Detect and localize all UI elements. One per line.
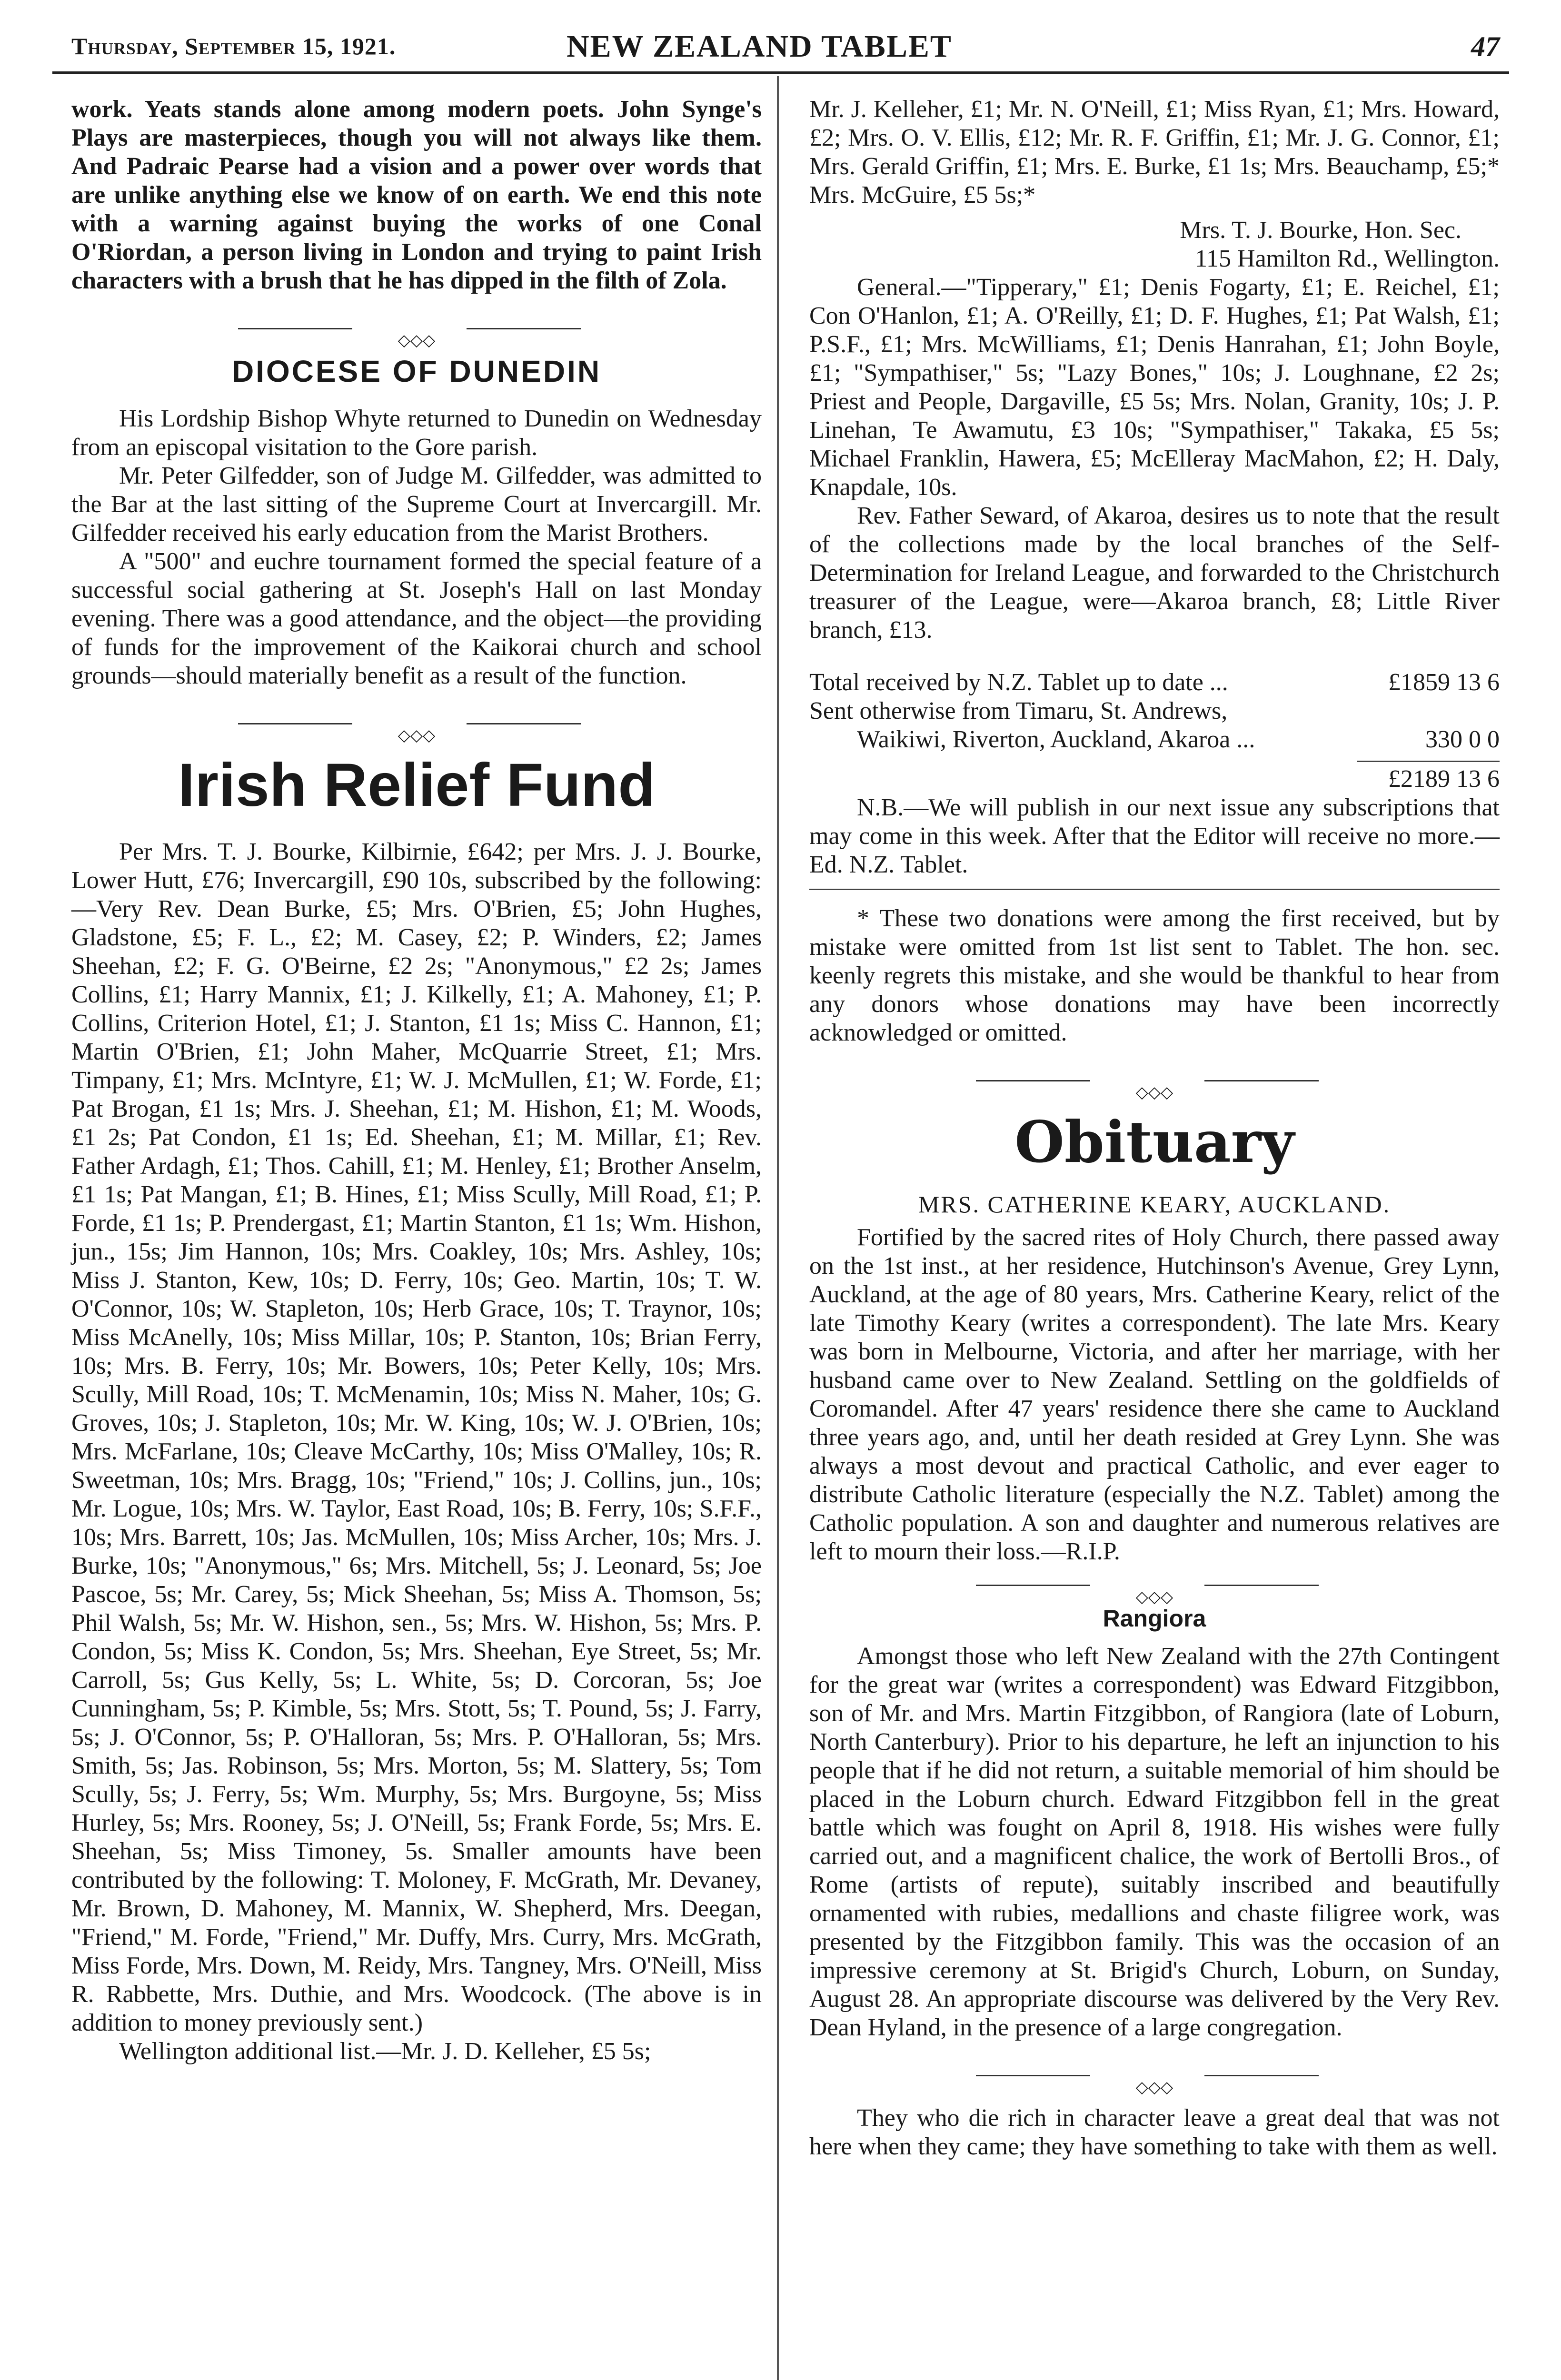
section-ornament: ◇◇◇ bbox=[809, 1076, 1500, 1085]
relief-list-paragraph: Wellington additional list.—Mr. J. D. Kelleher, £5 5s; bbox=[119, 2038, 651, 2065]
article-continuation: work. Yeats stands alone among modern poets. John Synge's Plays are masterpieces, though you will not always like them. And Padraic Pearse had a vision and a power over words that are unlike anything else we know of on earth. We end this note with a warning against buying the works of one Conal O'Riordan, a person living in London and trying to paint Irish characters with a brush that he has dipped in the filth of Zola. bbox=[71, 96, 762, 294]
rangiora-heading: Rangiora bbox=[1103, 1605, 1206, 1632]
total-amount: £1859 13 6 bbox=[1388, 669, 1500, 696]
total-label: Waikiwi, Riverton, Auckland, Akaroa ... bbox=[857, 726, 1255, 753]
seward-note: Rev. Father Seward, of Akaroa, desires us to note that the result of the collections made by the local branches of the Self-Determination for Ireland League, and forwarded to the Christchurch treasurer of the League, were—Akaroa branch, £8; Little River branch, £13. bbox=[809, 502, 1500, 644]
totals-block bbox=[809, 668, 1500, 793]
secretary-signature bbox=[809, 216, 1500, 273]
section-ornament: ◇◇◇ bbox=[71, 324, 762, 333]
right-column bbox=[809, 95, 1500, 2161]
obituary-paragraph: Fortified by the sacred rites of Holy Church, there passed away on the 1st inst., at her residence, Hutchinson's Avenue, Grey Lynn, Auckland, at the age of 80 years, Mrs. Catherine Keary, relict of the late Timothy Keary (writes a correspondent). The late Mrs. Keary was born in Melbourne, Victoria, and after her marriage, with her husband came over to New Zealand. Settling on the goldfields of Coromandel. After 47 years' residence there she came to Auckland three years ago, and, until her death resided at Grey Lynn. She was always a most devout and practical Catholic, and ever eager to distribute Catholic literature (especially the N.Z. Tablet) among the Catholic population. A son and daughter and numerous relatives are left to mourn their loss.—R.I.P. bbox=[809, 1224, 1500, 1565]
section-ornament: ◇◇◇ bbox=[809, 1580, 1500, 1590]
section-ornament: ◇◇◇ bbox=[809, 2071, 1500, 2080]
total-label: Sent otherwise from Timaru, St. Andrews, bbox=[809, 697, 1228, 724]
diocese-paragraph: A "500" and euchre tournament formed the special feature of a successful social gathering at St. Joseph's Hall on last Monday evening. There was a good attendance, and the object—the providing of funds for the improvement of the Kaikorai church and school grounds—should materially benefit as a result of the function. bbox=[71, 548, 762, 689]
secretary-address: 115 Hamilton Rd., Wellington. bbox=[1194, 245, 1500, 272]
diocese-paragraph: His Lordship Bishop Whyte returned to Dunedin on Wednesday from an episcopal visitation to the Gore parish. bbox=[71, 405, 762, 461]
editor-note: N.B.—We will publish in our next issue any subscriptions that may come in this week. After that the Editor will receive no more.—Ed. N.Z. Tablet. bbox=[809, 794, 1500, 878]
total-amount: 330 0 0 bbox=[1425, 726, 1500, 753]
obituary-subheading: MRS. CATHERINE KEARY, AUCKLAND. bbox=[918, 1191, 1391, 1218]
obituary-heading: Obituary bbox=[1014, 1109, 1294, 1176]
closing-quote: They who die rich in character leave a great deal that was not here when they came; they have something to take with them as well. bbox=[809, 2104, 1500, 2160]
left-column bbox=[71, 95, 762, 2066]
footnote-rule bbox=[809, 889, 1500, 890]
diocese-heading: DIOCESE OF DUNEDIN bbox=[231, 354, 602, 388]
total-label: Total received by N.Z. Tablet up to date ... bbox=[809, 669, 1228, 696]
page-number: 47 bbox=[1471, 31, 1500, 62]
header-rule bbox=[52, 71, 1509, 74]
irish-relief-fund-heading: Irish Relief Fund bbox=[178, 751, 656, 819]
general-donations: General.—"Tipperary," £1; Denis Fogarty, £1; E. Reichel, £1; Con O'Hanlon, £1; A. O'Reilly, £1; D. F. Hughes, £1; Pat Walsh, £1; P.S.F., £1; Mrs. McWilliams, £1; Denis Hanrahan, £1; John Boyle, £1; "Sympathiser," 5s; "Lazy Bones," 10s; J. Loughnane, £2 2s; Priest and People, Dargaville, £5 5s; Mrs. Nolan, Granity, 10s; J. P. Linehan, Te Awamutu, £3 10s; "Sympathiser," Takaka, £5 5s; Michael Franklin, Hawera, £5; McElleray MacMahon, £2; H. Daly, Knapdale, 10s. bbox=[809, 274, 1500, 501]
section-ornament: ◇◇◇ bbox=[71, 719, 762, 728]
diocese-paragraph: Mr. Peter Gilfedder, son of Judge M. Gilfedder, was admitted to the Bar at the last sitting of the Supreme Court at Invercargill. Mr. Gilfedder received his early education from the Marist Brothers. bbox=[71, 462, 762, 546]
secretary-name: Mrs. T. J. Bourke, Hon. Sec. bbox=[1180, 217, 1462, 244]
relief-list-paragraph: Per Mrs. T. J. Bourke, Kilbirnie, £642; per Mrs. J. J. Bourke, Lower Hutt, £76; Invercargill, £90 10s, subscribed by the following:—Very Rev. Dean Burke, £5; Mrs. O'Brien, £5; John Hughes, Gladstone, £5; F. L., £2; M. Casey, £2; P. Winders, £2; James Sheehan, £2; F. G. O'Beirne, £2 2s; "Anonymous," £2 2s; James Collins, £1; Harry Mannix, £1; J. Kilkelly, £1; A. Mahoney, £1; P. Collins, Criterion Hotel, £1; J. Stanton, £1 1s; Miss C. Hannon, £1; Martin O'Brien, £1; John Maher, McQuarrie Street, £1; Mrs. Timpany, £1; Mrs. McIntyre, £1; W. J. McMullen, £1; W. Forde, £1; Pat Brogan, £1 1s; Mrs. J. Sheehan, £1; M. Hishon, £1; M. Woods, £1 2s; Pat Condon, £1 1s; Ed. Sheehan, £1; M. Millar, £1; Rev. Father Ardagh, £1; Thos. Cahill, £1; M. Henley, £1; Brother Anselm, £1 1s; Pat Mangan, £1; B. Hines, £1; Miss Scully, Mill Road, £1; P. Forde, £1 1s; P. Prendergast, £1; Martin Stanton, £1 1s; Wm. Hishon, jun., 15s; Jim Hannon, 10s; Mrs. Coakley, 10s; Mrs. Ashley, 10s; Miss J. Stanton, Kew, 10s; D. Ferry, 10s; Geo. Martin, 10s; T. W. O'Connor, 10s; W. Stapleton, 10s; Herb Grace, 10s; T. Traynor, 10s; Miss McAnelly, 10s; Miss Millar, 10s; P. Stanton, 10s; Brian Ferry, 10s; Mrs. B. Ferry, 10s; Mr. Bowers, 10s; Peter Kelly, 10s; Mrs. Scully, Mill Road, 10s; T. McMenamin, 10s; Miss N. Maher, 10s; G. Groves, 10s; J. Stapleton, 10s; Mr. W. King, 10s; W. J. O'Brien, 10s; Mrs. McFarlane, 10s; Cleave McCarthy, 10s; Miss O'Malley, 10s; R. Sweetman, 10s; Mrs. Bragg, 10s; "Friend," 10s; J. Collins, jun., 10s; Mr. Logue, 10s; Mrs. W. Taylor, East Road, 10s; B. Ferry, 10s; S.F.F., 10s; Mrs. Barrett, 10s; Jas. McMullen, 10s; Miss Archer, 10s; Mrs. J. Burke, 10s; "Anonymous," 6s; Mrs. Mitchell, 5s; J. Leonard, 5s; Joe Pascoe, 5s; Mr. Carey, 5s; Mick Sheehan, 5s; Miss A. Thomson, 5s; Phil Walsh, 5s; Mr. W. Hishon, sen., 5s; Mrs. W. Hishon, 5s; Mrs. P. Condon, 5s; Miss K. Condon, 5s; Mrs. Sheehan, Eye Street, 5s; Mr. Carroll, 5s; Gus Kelly, 5s; L. White, 5s; D. Corcoran, 5s; Joe Cunningham, 5s; P. Kimble, 5s; Mrs. Stott, 5s; T. Pound, 5s; J. Farry, 5s; J. O'Connor, 5s; P. O'Halloran, 5s; Mrs. P. O'Halloran, 5s; Mrs. Smith, 5s; Jas. Robinson, 5s; Mrs. Morton, 5s; M. Slattery, 5s; Tom Scully, 5s; J. Ferry, 5s; Wm. Murphy, 5s; Mrs. Burgoyne, 5s; Miss Hurley, 5s; Mrs. Rooney, 5s; J. O'Neill, 5s; Frank Forde, 5s; Mrs. E. Sheehan, 5s; Miss Timoney, 5s. Smaller amounts have been contributed by the following: T. Moloney, F. McGrath, Mr. Devaney, Mr. Brown, D. Mahoney, M. Mannix, W. Shepherd, Mrs. Deegan, "Friend," M. Forde, "Friend," Mr. Duffy, Mrs. Curry, Mrs. McGrath, Miss Forde, Mrs. Down, M. Reidy, Mrs. Tangney, Mrs. O'Neill, Miss R. Rabbette, Mrs. Duthie, and Mrs. Woodcock. (The above is in addition to money previously sent.) bbox=[71, 838, 762, 2036]
rangiora-paragraph: Amongst those who left New Zealand with the 27th Contingent for the great war (writes a correspondent) was Edward Fitzgibbon, son of Mr. and Mrs. Martin Fitzgibbon, of Rangiora (late of Loburn, North Canterbury). Prior to his departure, he left an injunction to his people that if he did not return, a suitable memorial of him should be placed in the Loburn church. Edward Fitzgibbon fell in the great battle which was fought on April 8, 1918. His wishes were fully carried out, and a magnificent chalice, the work of Bertolli Bros., of Rome (artists of repute), suitably inscribed and beautifully ornamented with rubies, medallions and chaste filigree work, was presented by the Fitzgibbon family. This was the occasion of an impressive ceremony at St. Brigid's Church, Loburn, on Sunday, August 28. An appropriate discourse was delivered by the Very Rev. Dean Hyland, in the presence of a large congregation. bbox=[809, 1643, 1500, 2041]
grand-total: £2189 13 6 bbox=[1388, 765, 1500, 793]
footnote: * These two donations were among the first received, but by mistake were omitted from 1st list sent to Tablet. The hon. sec. keenly regrets this mistake, and she would be thankful to hear from any donors whose donations may have been incorrectly acknowledged or omitted. bbox=[809, 905, 1500, 1046]
page-header bbox=[71, 29, 1500, 67]
masthead-title: NEW ZEALAND TABLET bbox=[567, 29, 952, 64]
relief-list-continuation: Mr. J. Kelleher, £1; Mr. N. O'Neill, £1; Miss Ryan, £1; Mrs. Howard, £2; Mrs. O. V. Ellis, £12; Mr. R. F. Griffin, £1; Mr. J. G. Connor, £1; Mrs. Gerald Griffin, £1; Mrs. E. Burke, £1 1s; Mrs. Beauchamp, £5;* Mrs. McGuire, £5 5s;* bbox=[809, 96, 1500, 208]
issue-date: Thursday, September 15, 1921. bbox=[71, 33, 396, 60]
column-divider bbox=[777, 76, 779, 2380]
sum-rule bbox=[1357, 761, 1500, 762]
